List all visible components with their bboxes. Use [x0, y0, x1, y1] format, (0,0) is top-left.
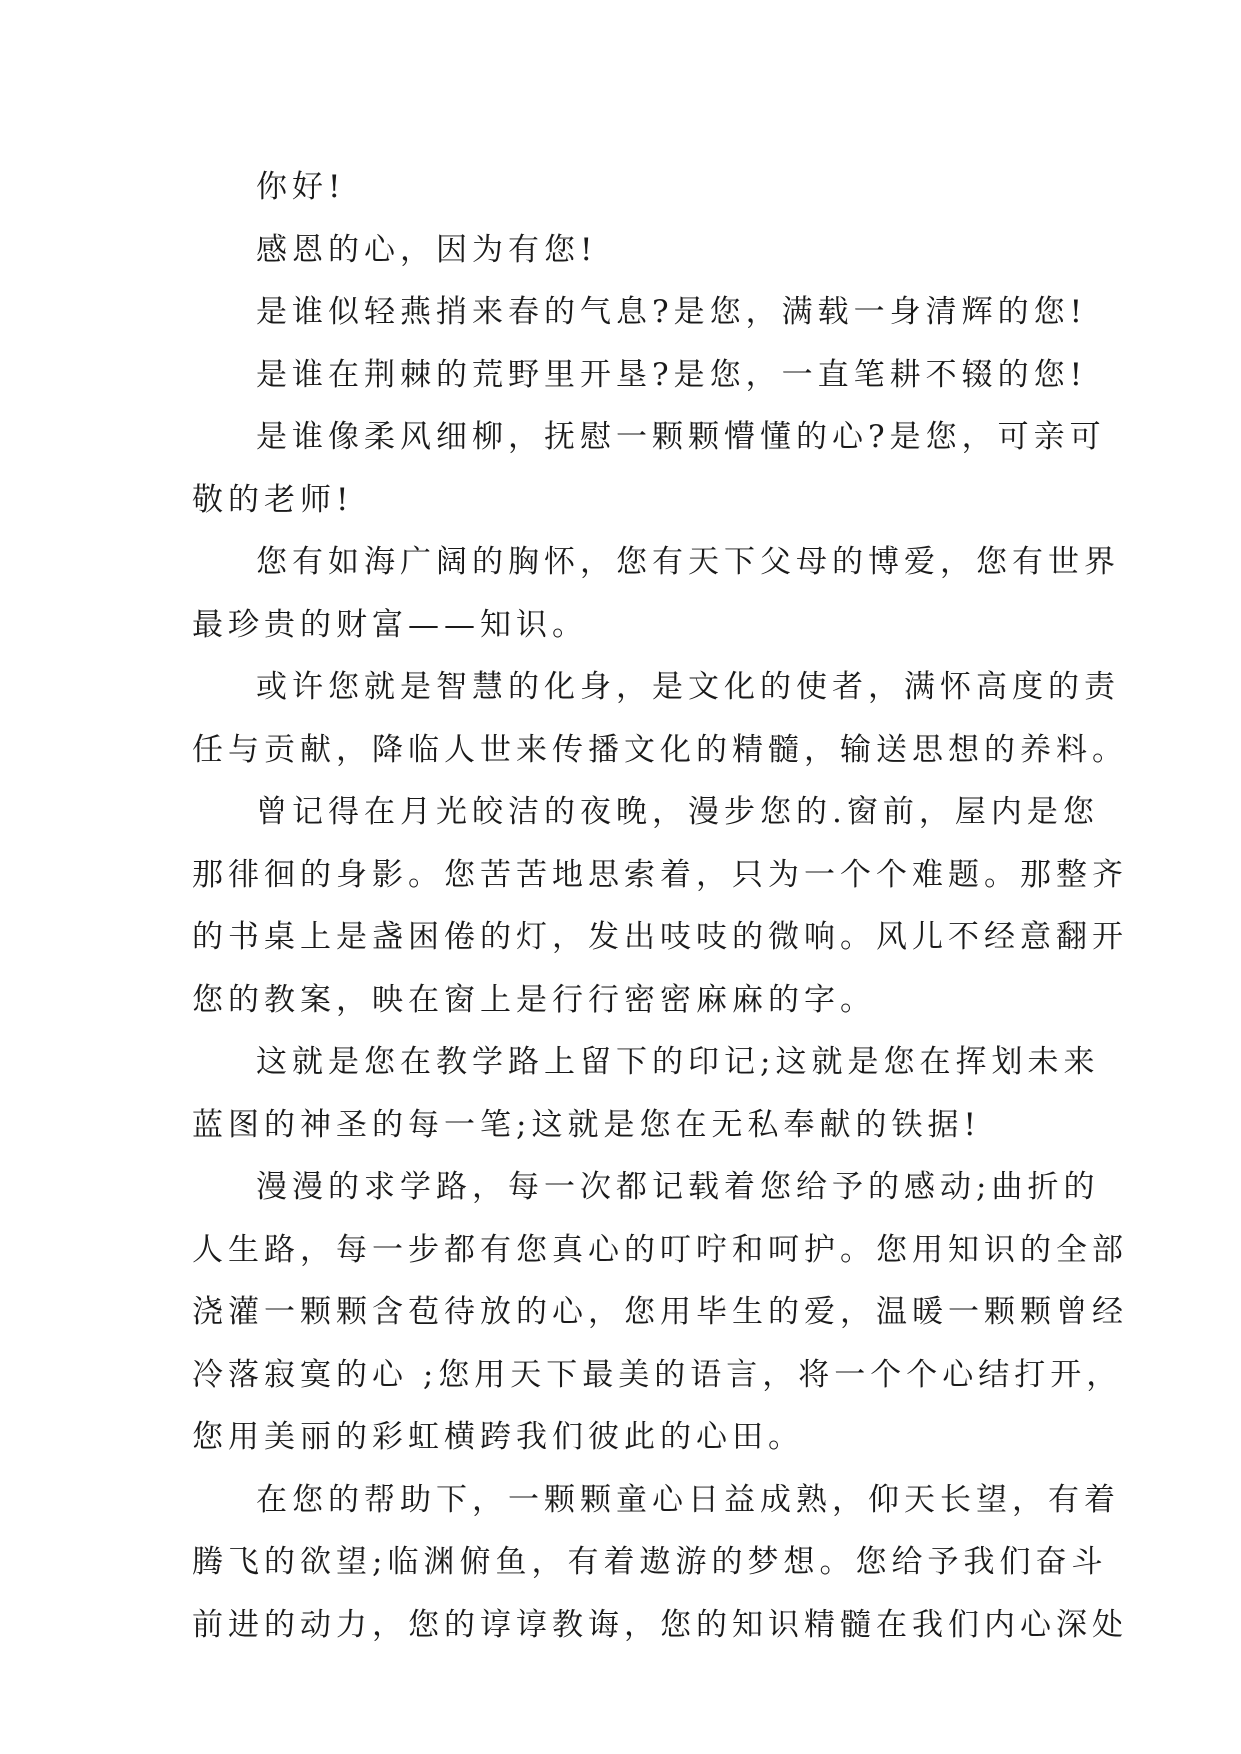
text-line: 感恩的心，因为有您! — [256, 231, 598, 268]
text-line: 在您的帮助下，一颗颗童心日益成熟，仰天长望，有着 — [256, 1481, 1120, 1518]
text-line: 是谁在荆棘的荒野里开垦?是您，一直笔耕不辍的您! — [256, 356, 1088, 393]
text-line: 或许您就是智慧的化身，是文化的使者，满怀高度的责 — [256, 669, 1120, 705]
text-line: 前进的动力，您的谆谆教诲，您的知识精髓在我们内心深处 — [192, 1606, 1128, 1643]
text-line: 最珍贵的财富——知识。 — [192, 606, 588, 643]
text-line: 曾记得在月光皎洁的夜晚，漫步您的.窗前，屋内是您 — [256, 794, 1099, 830]
greeting-line: 你好! — [256, 169, 346, 205]
text-line: 敬的老师! — [192, 481, 354, 518]
text-line: 任与贡献，降临人世来传播文化的精髓，输送思想的养料。 — [192, 731, 1128, 768]
text-line: 您用美丽的彩虹横跨我们彼此的心田。 — [192, 1419, 804, 1455]
text-line: 的书桌上是盏困倦的灯，发出吱吱的微响。风儿不经意翻开 — [192, 919, 1128, 955]
text-line: 人生路，每一步都有您真心的叮咛和呵护。您用知识的全部 — [192, 1231, 1128, 1268]
text-line: 这就是您在教学路上留下的印记;这就是您在挥划未来 — [256, 1044, 1100, 1080]
text-line: 蓝图的神圣的每一笔;这就是您在无私奉献的铁据! — [192, 1106, 981, 1143]
text-line: 浇灌一颗颗含苞待放的心，您用毕生的爱，温暖一颗颗曾经 — [192, 1294, 1128, 1330]
text-line: 漫漫的求学路，每一次都记载着您给予的感动;曲折的 — [256, 1169, 1100, 1205]
text-line: 腾飞的欲望;临渊俯鱼，有着遨游的梦想。您给予我们奋斗 — [192, 1544, 1108, 1580]
document-page — [192, 156, 1128, 1656]
text-line: 是谁像柔风细柳，抚慰一颗颗懵懂的心?是您，可亲可 — [256, 419, 1106, 455]
text-line: 您有如海广阔的胸怀，您有天下父母的博爱，您有世界 — [256, 544, 1120, 580]
text-line: 您的教案，映在窗上是行行密密麻麻的字。 — [192, 981, 876, 1018]
text-line: 那徘徊的身影。您苦苦地思索着，只为一个个难题。那整齐 — [192, 856, 1128, 893]
text-line: 冷落寂寞的心 ;您用天下最美的语言，将一个个心结打开， — [192, 1356, 1123, 1393]
text-line: 是谁似轻燕捎来春的气息?是您，满载一身清辉的您! — [256, 294, 1088, 330]
